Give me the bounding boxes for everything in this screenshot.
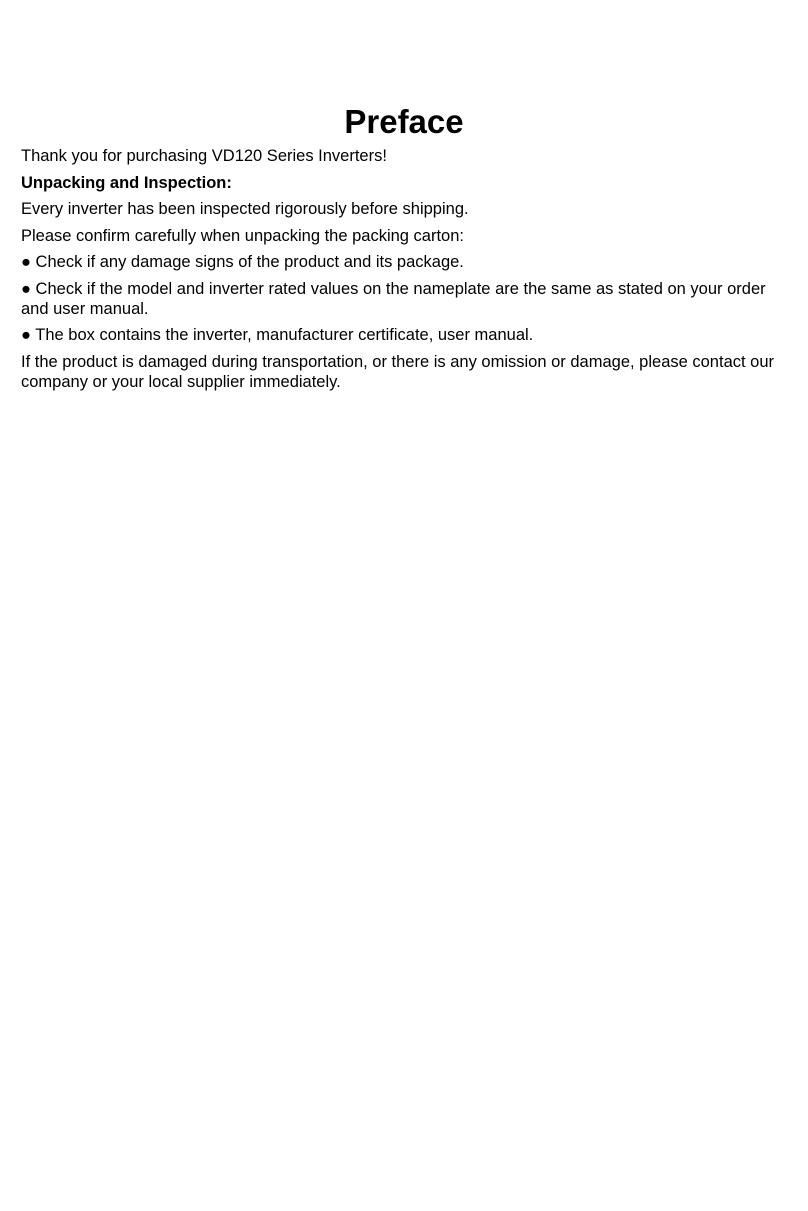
section-heading: Unpacking and Inspection: xyxy=(21,173,232,192)
page-title: Preface xyxy=(344,103,464,140)
confirm-note: Please confirm carefully when unpacking the packing carton: xyxy=(21,226,464,245)
bullet-damage-check: ● Check if any damage signs of the product and its package. xyxy=(21,253,464,271)
inspection-note: Every inverter has been inspected rigorously before shipping. xyxy=(21,200,469,218)
intro-text: Thank you for purchasing VD120 Series Inverters! xyxy=(21,147,387,165)
bullet-model-check: ● Check if the model and inverter rated values on the nameplate are the same as stated on your order and user manual. xyxy=(21,279,766,318)
page-content xyxy=(21,146,796,398)
bullet-box-contents: ● The box contains the inverter, manufacturer certificate, user manual. xyxy=(21,326,534,344)
closing-text: If the product is damaged during transportation, or there is any omission or damage, please contact our company or your local supplier immediately. xyxy=(21,352,775,391)
